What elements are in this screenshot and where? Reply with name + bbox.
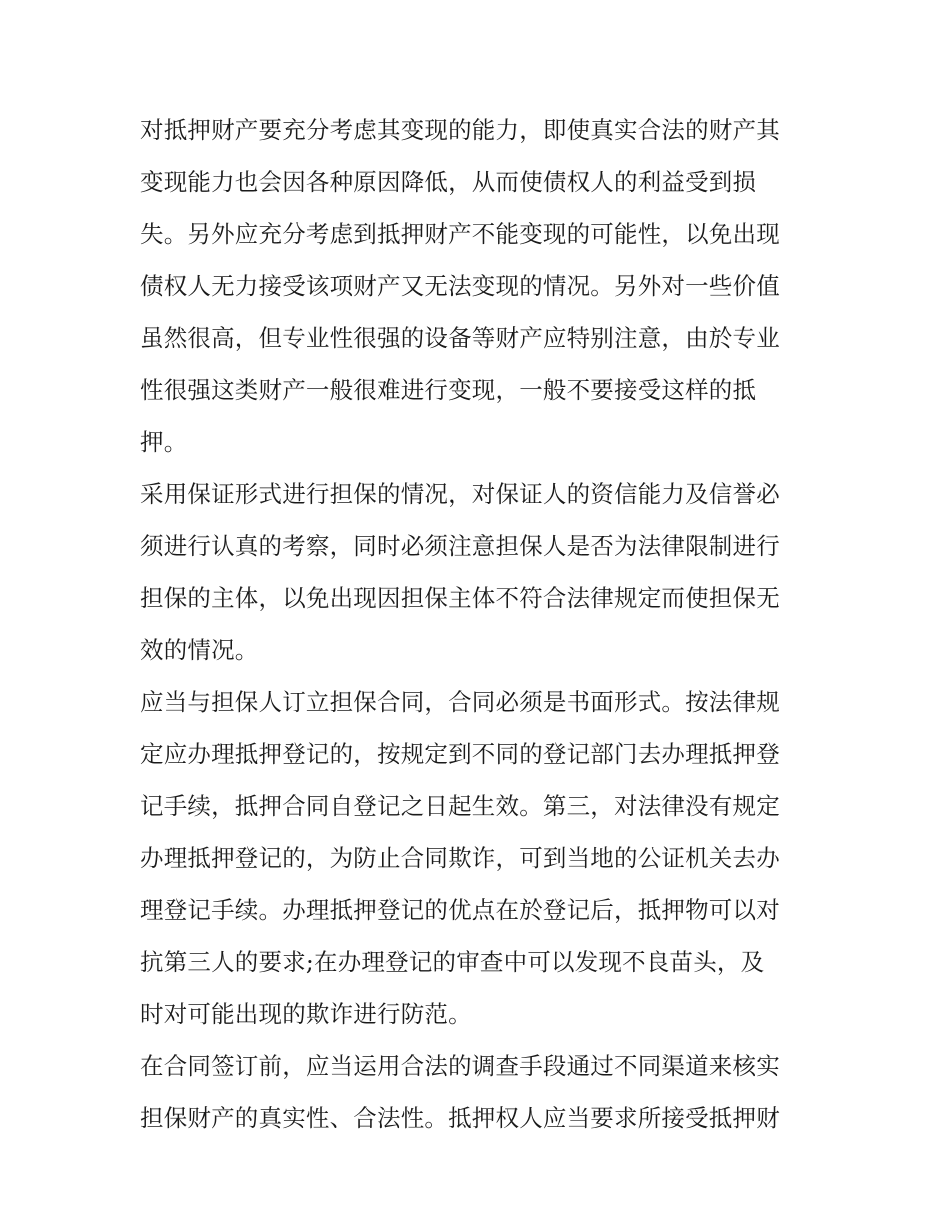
text-line: 应当与担保人订立担保合同，合同必须是书面形式。按法律规: [140, 688, 780, 716]
text-line: 失。另外应充分考虑到抵押财产不能变现的可能性，以免出现: [140, 220, 780, 248]
text-line: 理登记手续。办理抵押登记的优点在於登记后，抵押物可以对: [140, 896, 780, 924]
paragraph-guarantee-contract: [140, 676, 812, 1040]
text-line: 须进行认真的考察，同时必须注意担保人是否为法律限制进行: [140, 532, 780, 560]
text-line: 担保财产的真实性、合法性。抵押权人应当要求所接受抵押财: [140, 1104, 780, 1132]
text-line: 时对可能出现的欺诈进行防范。: [140, 1000, 472, 1028]
paragraph-guarantee: [140, 468, 812, 676]
text-line: 虽然很高，但专业性很强的设备等财产应特别注意，由於专业: [140, 324, 780, 352]
text-line: 担保的主体，以免出现因担保主体不符合法律规定而使担保无: [140, 584, 780, 612]
text-line: 效的情况。: [140, 636, 259, 664]
text-line: 采用保证形式进行担保的情况，对保证人的资信能力及信誉必: [140, 480, 780, 508]
text-line: 记手续，抵押合同自登记之日起生效。第三，对法律没有规定: [140, 792, 780, 820]
paragraph-verification: [140, 1040, 812, 1144]
text-line: 债权人无力接受该项财产又无法变现的情况。另外对一些价值: [140, 272, 780, 300]
text-line: 性很强这类财产一般很难进行变现，一般不要接受这样的抵: [140, 376, 757, 404]
text-line: 变现能力也会因各种原因降低，从而使债权人的利益受到损: [140, 168, 757, 196]
text-line: 押。: [140, 428, 188, 456]
text-line: 办理抵押登记的，为防止合同欺诈，可到当地的公证机关去办: [140, 844, 780, 872]
text-line: 定应办理抵押登记的，按规定到不同的登记部门去办理抵押登: [140, 740, 780, 768]
document-body: [140, 104, 812, 1144]
paragraph-mortgage-property: [140, 104, 812, 468]
text-line: 对抵押财产要充分考虑其变现的能力，即使真实合法的财产其: [140, 116, 780, 144]
text-line: 抗第三人的要求;在办理登记的审查中可以发现不良苗头，及: [140, 948, 765, 976]
text-line: 在合同签订前，应当运用合法的调查手段通过不同渠道来核实: [140, 1052, 780, 1080]
